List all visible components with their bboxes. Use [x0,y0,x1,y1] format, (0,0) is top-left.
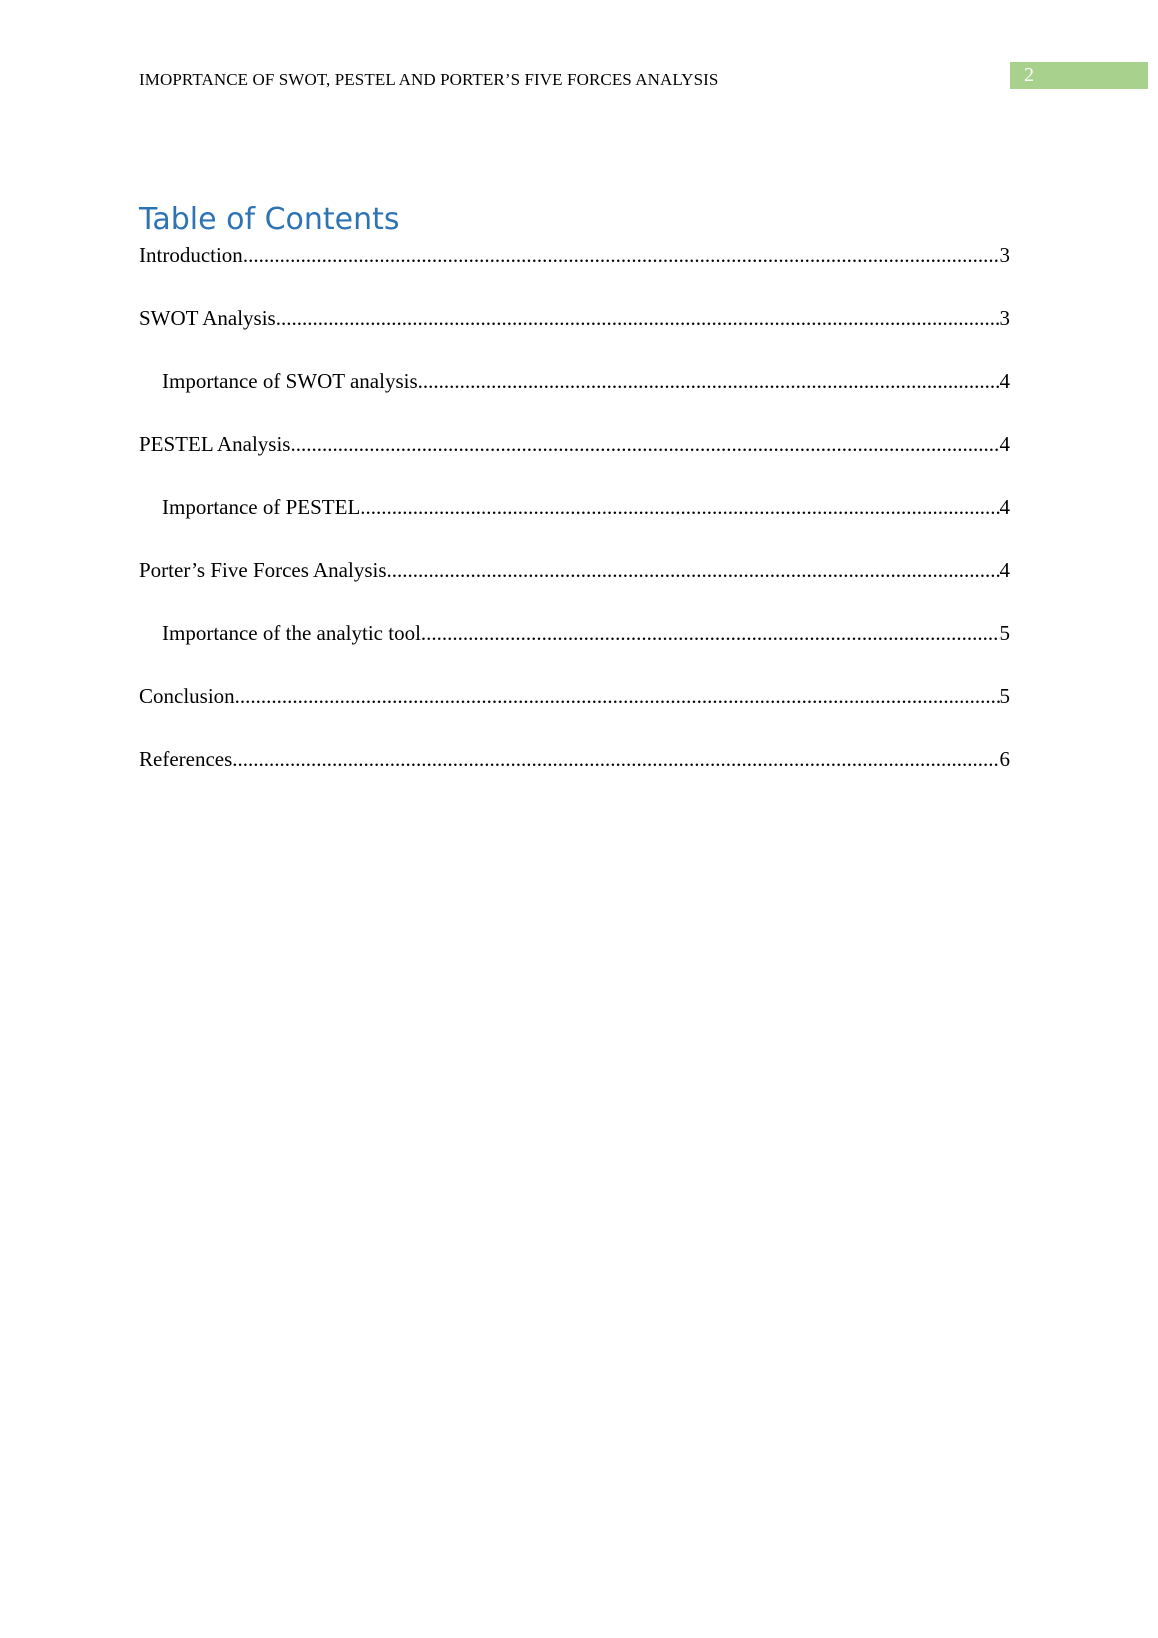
toc-dot-leader [276,303,1000,333]
toc-dot-leader [243,240,1000,270]
toc-entry-introduction[interactable] [139,240,1010,303]
toc-entry-title: References [139,747,233,771]
toc-dot-leader [235,681,1000,711]
toc-entry-porters-five-forces[interactable] [139,555,1010,618]
toc-dot-leader [232,744,999,774]
toc-entry-importance-of-swot[interactable] [139,366,1010,429]
toc-entry-page: 5 [999,621,1010,645]
toc-dot-leader [290,429,999,459]
toc-entry-title: Importance of SWOT analysis [162,369,418,393]
toc-entry-title: PESTEL Analysis [139,432,291,456]
toc-dot-leader [418,366,1000,396]
running-head: IMOPRTANCE OF SWOT, PESTEL AND PORTER’S FIVE FORCES ANALYSIS [139,70,719,89]
toc-entry-pestel-analysis[interactable] [139,429,1010,492]
toc-entry-title: Introduction [139,243,243,267]
toc-dot-leader [387,555,1000,585]
toc-entry-page: 3 [999,306,1010,330]
table-of-contents [139,240,1010,807]
toc-entry-references[interactable] [139,744,1010,807]
toc-entry-page: 4 [999,558,1010,582]
toc-dot-leader [360,492,999,522]
toc-entry-importance-of-pestel[interactable] [139,492,1010,555]
toc-entry-page: 6 [999,747,1010,771]
toc-entry-page: 3 [999,243,1010,267]
page-number: 2 [1010,62,1148,89]
toc-entry-swot-analysis[interactable] [139,303,1010,366]
toc-entry-title: SWOT Analysis [139,306,276,330]
toc-entry-title: Importance of the analytic tool [162,621,421,645]
toc-entry-title: Importance of PESTEL [162,495,361,519]
toc-entry-page: 4 [999,432,1010,456]
toc-entry-conclusion[interactable] [139,681,1010,744]
toc-entry-page: 4 [999,369,1010,393]
toc-heading: Table of Contents [139,202,400,237]
toc-entry-page: 4 [999,495,1010,519]
toc-entry-title: Porter’s Five Forces Analysis [139,558,387,582]
toc-entry-importance-of-analytic-tool[interactable] [139,618,1010,681]
toc-dot-leader [421,618,1000,648]
toc-entry-page: 5 [999,684,1010,708]
toc-entry-title: Conclusion [139,684,235,708]
